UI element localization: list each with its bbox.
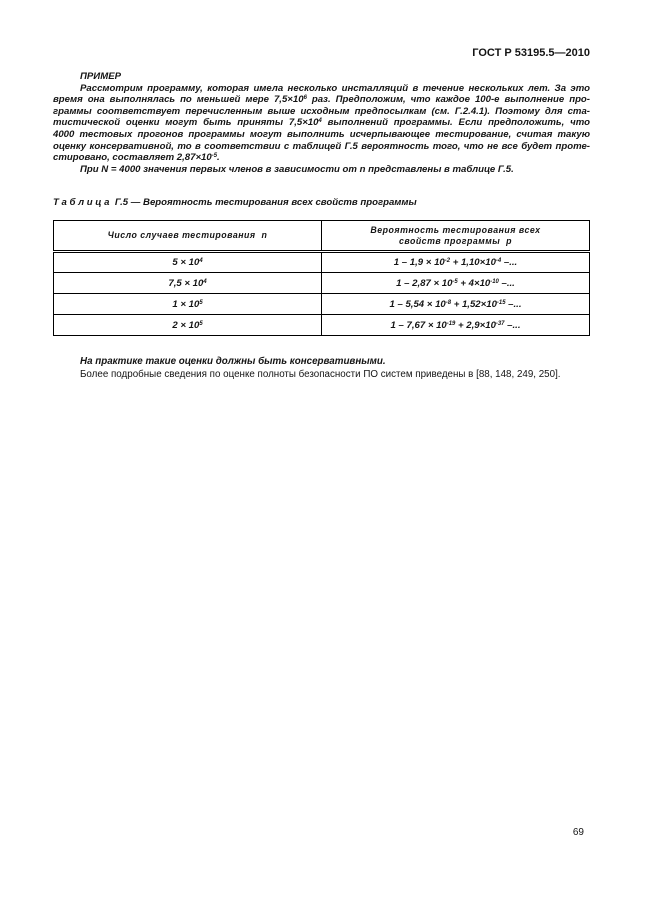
superscript-exponent: -8 [445, 299, 452, 306]
cell-n-value [54, 315, 322, 336]
table-head [54, 221, 590, 252]
table-header-row [54, 221, 590, 252]
note-reference: Более подробные сведения по оценке полноты безопасности ПО систем приведены в [88, 148, 249, 250]. [80, 369, 561, 381]
cell-text: + 2,9×10 [455, 319, 496, 331]
cell-text: –... [505, 298, 522, 310]
cell-text: 2 × 10 [172, 319, 200, 331]
cell-text: 7,5 × 10 [168, 277, 204, 289]
notes-block [53, 355, 590, 381]
cell-n-value [54, 252, 322, 273]
note-conservative: На практике такие оценки должны быть консервативными. [80, 356, 386, 368]
superscript-exponent: -37 [495, 320, 505, 327]
superscript-exponent: -5 [452, 278, 458, 285]
superscript-exponent: -2 [444, 258, 451, 265]
superscript-exponent: -4 [495, 258, 502, 265]
cell-probability-formula [322, 252, 590, 273]
column-header-probability [322, 221, 590, 252]
paragraph-line [53, 106, 590, 118]
line-text: раз. Предположим, что каждое 100-е выполнение про- [306, 94, 590, 106]
table-caption-label: Т а б л и ц а Г.5 — [53, 197, 144, 209]
column-header-text: свойств программы p [398, 235, 513, 246]
example-block [53, 71, 590, 175]
cell-text: –... [498, 277, 515, 289]
cell-text: 1 × 10 [172, 298, 200, 310]
cell-probability-formula [322, 294, 590, 315]
superscript-exponent: 4 [203, 278, 207, 285]
line-text: граммы соответствует перечисленным выше исходным предпосылкам (см. Г.2.4.1). Поэтому для ста- [53, 105, 590, 117]
superscript-exponent: 4 [199, 258, 203, 265]
page-number: 69 [572, 827, 584, 838]
table-row [54, 252, 590, 273]
line-text: Рассмотрим программу, которая имела несколько инсталляций в течение нескольких лет. За это [80, 82, 590, 94]
table-row [54, 294, 590, 315]
line-text: При N = 4000 значения первых членов в зависимости от n представлены в таблице Г.5. [80, 163, 514, 175]
content-area [53, 71, 590, 381]
example-heading: ПРИМЕР [80, 71, 121, 82]
cell-text: 1 – 7,67 × 10 [390, 319, 447, 331]
superscript-exponent: -19 [446, 320, 456, 327]
probability-table [53, 220, 590, 336]
cell-n-value [54, 294, 322, 315]
superscript-exponent: 5 [199, 320, 203, 327]
superscript-exponent: 6 [303, 95, 307, 102]
line-text: . [217, 152, 220, 164]
cell-text: + 4×10 [457, 277, 491, 289]
superscript-exponent: 5 [199, 299, 203, 306]
paragraph-line [53, 83, 590, 95]
column-header-test-cases [54, 221, 322, 252]
column-header-text: Вероятность тестирования всех [370, 224, 541, 235]
paragraph-line [53, 152, 590, 164]
paragraph-line [53, 94, 590, 106]
cell-probability-formula [322, 315, 590, 336]
paragraph-line [53, 141, 590, 153]
cell-probability-formula [322, 273, 590, 294]
table-caption-title: Вероятность тестирования всех свойств программы [143, 197, 417, 209]
paragraph-line [53, 129, 590, 141]
cell-text: + 1,10×10 [450, 257, 496, 269]
superscript-exponent: -15 [496, 299, 506, 306]
cell-text: –... [504, 319, 521, 331]
cell-text: 1 – 2,87 × 10 [396, 277, 453, 289]
table-caption [53, 197, 590, 209]
table-body [54, 252, 590, 336]
column-header-text: Число случаев тестирования n [107, 230, 268, 241]
table-row [54, 273, 590, 294]
cell-n-value [54, 273, 322, 294]
cell-text: 1 – 5,54 × 10 [389, 298, 446, 310]
cell-text: 5 × 10 [172, 257, 200, 269]
line-text: выполнений программы. Если предположить, что [321, 117, 590, 129]
line-text: время она выполнялась по меньшей мере 7,5×10 [53, 94, 304, 106]
superscript-exponent: 4 [318, 118, 322, 125]
paragraph-line [53, 164, 590, 176]
line-text: оценку консервативной, то в соответствии с таблицей Г.5 вероятность того, что не все будет проте- [53, 140, 590, 152]
line-text: стировано, составляет 2,87×10 [53, 152, 212, 164]
superscript-exponent: -10 [490, 278, 499, 285]
line-text: тистической оценки могут быть приняты 7,5×10 [53, 117, 319, 129]
gost-document-number: ГОСТ Р 53195.5—2010 [472, 47, 590, 59]
cell-text: + 1,52×10 [451, 298, 497, 310]
line-text: 4000 тестовых прогонов программы могут выполнить исчерпывающее тестирование, считая такую [53, 128, 590, 140]
paragraph-line [53, 117, 590, 129]
table-row [54, 315, 590, 336]
cell-text: –... [501, 257, 518, 269]
cell-text: 1 – 1,9 × 10 [393, 257, 445, 269]
superscript-exponent: -5 [211, 153, 218, 160]
